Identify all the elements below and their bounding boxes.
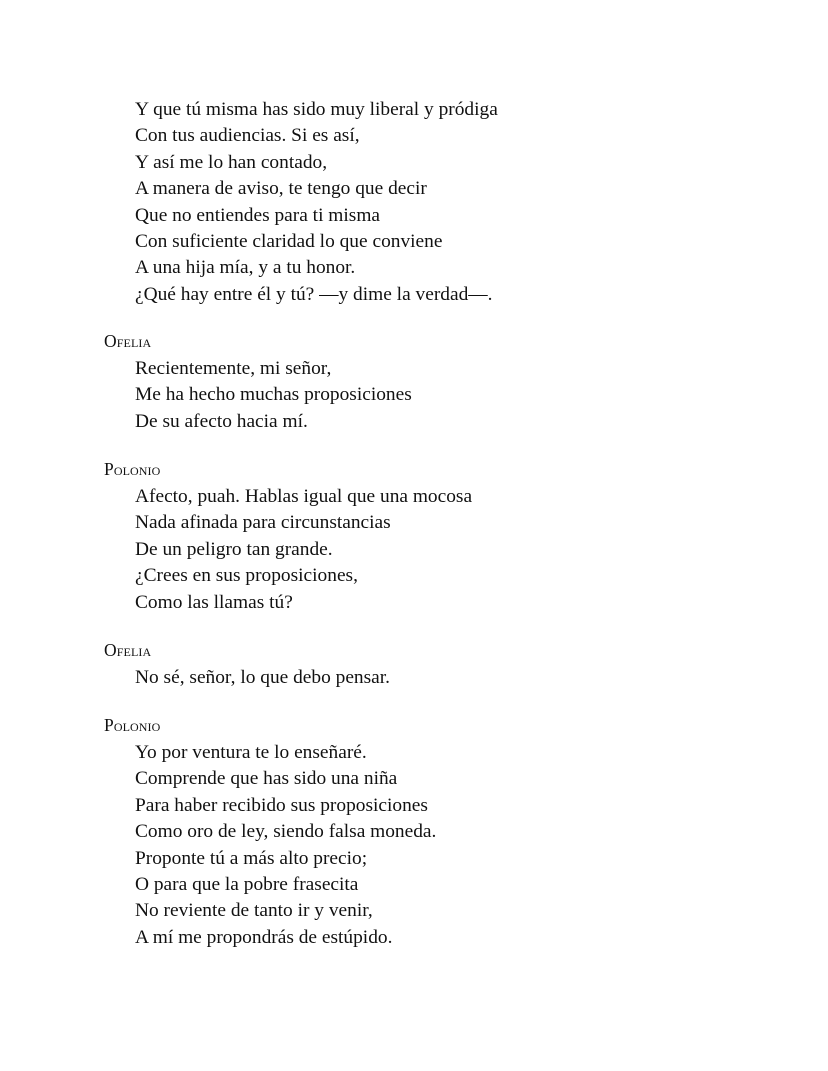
verse-line: A mí me propondrás de estúpido. <box>135 926 393 948</box>
verse-line: Nada afinada para circunstancias <box>135 512 391 534</box>
verse-line: Proponte tú a más alto precio; <box>135 847 368 869</box>
verse-line: De su afecto hacia mí. <box>135 410 308 432</box>
speaker-name: Ofelia <box>104 640 152 660</box>
verse-line: Con suficiente claridad lo que conviene <box>135 230 443 252</box>
verse-line: A manera de aviso, te tengo que decir <box>135 178 427 200</box>
verse-block-3 <box>135 484 472 616</box>
verse-line: Y así me lo han contado, <box>135 151 328 173</box>
verse-line: No reviente de tanto ir y venir, <box>135 900 373 922</box>
verse-line: Afecto, puah. Hablas igual que una mocosa <box>135 486 473 507</box>
verse-line: Para haber recibido sus proposiciones <box>135 794 428 816</box>
verse-line: No sé, señor, lo que debo pensar. <box>135 667 391 688</box>
verse-line: Y que tú misma has sido muy liberal y pródiga <box>135 99 498 120</box>
verse-line: De un peligro tan grande. <box>135 538 333 560</box>
speaker-name: Ofelia <box>104 331 152 351</box>
verse-line: A una hija mía, y a tu honor. <box>135 257 356 279</box>
verse-block-5 <box>135 740 436 951</box>
verse-line: ¿Qué hay entre él y tú? —y dime la verdad—. <box>135 283 493 305</box>
verse-line: Recientemente, mi señor, <box>135 358 332 379</box>
verse-line: Comprende que has sido una niña <box>135 768 398 790</box>
verse-line: Con tus audiencias. Si es así, <box>135 125 360 147</box>
speaker-name: Polonio <box>104 715 161 735</box>
verse-line: ¿Crees en sus proposiciones, <box>135 565 358 587</box>
verse-line: O para que la pobre frasecita <box>135 873 359 895</box>
speaker-name: Polonio <box>104 459 161 479</box>
verse-block-2 <box>135 356 412 435</box>
verse-line: Yo por ventura te lo enseñaré. <box>135 742 367 763</box>
verse-line: Que no entiendes para ti misma <box>135 204 381 226</box>
verse-line: Me ha hecho muchas proposiciones <box>135 384 412 406</box>
verse-block-4 <box>135 665 390 691</box>
verse-line: Como oro de ley, siendo falsa moneda. <box>135 821 437 843</box>
verse-line: Como las llamas tú? <box>135 591 293 613</box>
verse-block-1 <box>135 97 498 308</box>
